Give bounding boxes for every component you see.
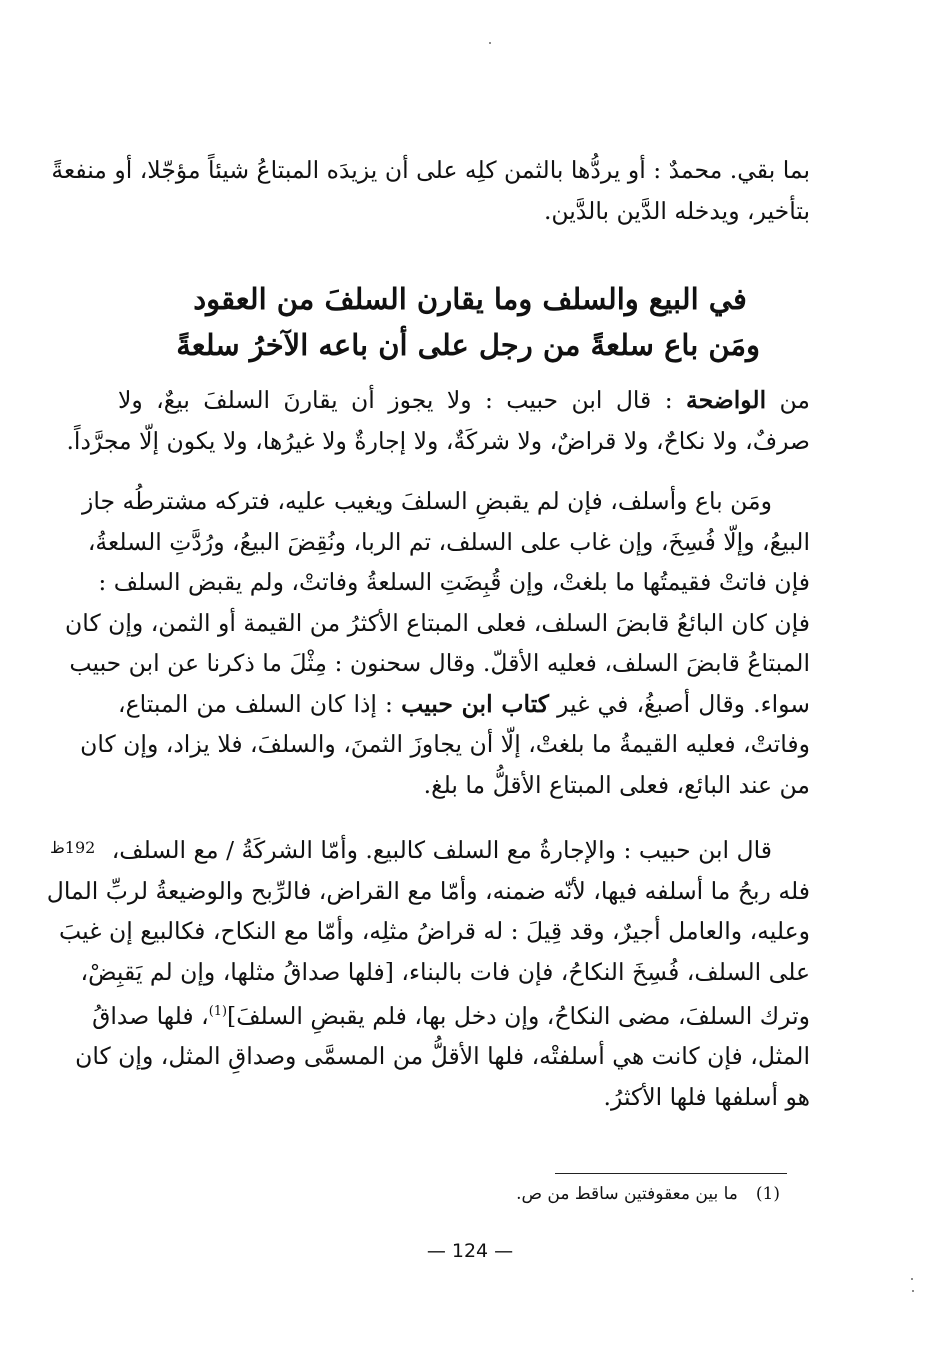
line-rest: : قال ابن حبيب : ولا يجوز أن يقارنَ السلفَ بيعٌ، ولا bbox=[118, 386, 687, 414]
section-heading bbox=[176, 276, 760, 368]
text-line: فإن كان البائعُ قابضَ السلف، فعلى المبتاع الأكثرُ من القيمة أو الثمن، وإن كان bbox=[65, 608, 810, 637]
manuscript-folio-note: 192ظ bbox=[50, 838, 96, 857]
book-title: كتاب ابن حبيب bbox=[401, 689, 549, 718]
text-line: بما بقي. محمدٌ : أو يردُّها بالثمن كلِه على أن يزيدَه المبتاعُ شيئاً مؤجّلا، أو منفعةً bbox=[51, 156, 810, 184]
scan-speck bbox=[912, 1290, 914, 1292]
footnote-number: (1) bbox=[755, 1184, 780, 1204]
paragraph-wadiha bbox=[66, 380, 810, 461]
footnote bbox=[516, 1180, 780, 1208]
text-line bbox=[118, 380, 810, 421]
text-line: فله ربحُ ما أسلفه فيها، لأنّه ضمنه، وأمّا مع القراض، فالرِّبح والوضيعةُ لربِّ المال bbox=[46, 876, 810, 905]
text-line: وفاتتْ، فعليه القيمةُ ما بلغتْ، إلّا أن يجاوزَ الثمنَ، والسلفَ، فلا يزاد، وإن كان bbox=[80, 730, 810, 758]
text-line bbox=[92, 992, 810, 1036]
heading-line-2: ومَن باع سلعةً من رجل على أن باعه الآخرُ سلعةً bbox=[176, 328, 760, 362]
line-part: سواء. وقال أصبغُ، في غير bbox=[549, 689, 810, 718]
text-line: هو أسلفها فلها الأكثرُ. bbox=[603, 1082, 810, 1111]
lead-prefix: من bbox=[766, 386, 810, 414]
text-line: البيعُ، وإلّا فُسِخَ، وإن غاب على السلف، تم الربا، ونُقِضَ البيعُ، ورُدَّتِ السلعةُ، bbox=[87, 527, 810, 556]
text-line: بتأخير، ويدخله الدَّين بالدَّين. bbox=[543, 196, 810, 225]
text-line: فإن فاتتْ فقيمتُها ما بلغتْ، وإن قُبِضَتِ السلعةُ وفاتتْ، ولم يقبض السلف : bbox=[98, 568, 810, 596]
footnote-separator bbox=[555, 1173, 787, 1174]
page-number: — 124 — bbox=[426, 1240, 514, 1262]
source-title: الواضحة bbox=[686, 386, 767, 414]
text-line: ومَن باع وأسلف، فإن لم يقبضِ السلفَ ويغيب عليه، فتركه مشترطُه جاز bbox=[82, 487, 772, 515]
line-part: : إذا كان السلف من المبتاع، bbox=[118, 689, 402, 718]
text-line: وعليه، والعامل أجيرٌ، وقد قِيلَ : له قراضُ مثلِه، وأمّا مع النكاح، فكالبيع إن غيبَ bbox=[59, 917, 810, 945]
continuation-paragraph bbox=[51, 150, 810, 231]
text-line: المثل، فإن كانت هي أسلفتْه، فلها الأقلُّ من المسمَّى وصداقِ المثل، وإن كان bbox=[75, 1042, 810, 1071]
line-part: وترك السلفَ، مضى النكاحُ، وإن دخل بها، فلم يقبضِ السلفَ] bbox=[227, 1001, 810, 1030]
text-line: قال ابن حبيب : والإجارةُ مع السلف كالبيع. وأمّا الشركَةُ / مع السلف، bbox=[111, 836, 772, 864]
scan-speck bbox=[911, 1278, 913, 1280]
footnote-ref: (1) bbox=[208, 1004, 228, 1019]
text-line bbox=[118, 684, 810, 725]
paragraph-sale-and-loan bbox=[65, 481, 810, 805]
text-line: من عند البائع، فعلى المبتاع الأقلُّ ما بلغ. bbox=[423, 770, 810, 799]
line-part: ، فلها صداقُ bbox=[92, 1001, 209, 1030]
text-line: المبتاعُ قابضَ السلف، فعليه الأقلّ. وقال سحنون : مِثْلَ ما ذكرنا عن ابن حبيب bbox=[69, 649, 810, 677]
footnote-text: ما بين معقوفتين ساقط من ص. bbox=[516, 1184, 738, 1204]
text-line: صرفٌ، ولا نكاحٌ، ولا قراضٌ، ولا شركَةٌ، ولا إجارةٌ ولا غيرُها، ولا يكون إلّا مجرَّداً. bbox=[66, 426, 810, 455]
heading-line-1: في البيع والسلف وما يقارن السلفَ من العقود bbox=[193, 282, 747, 316]
scan-speck bbox=[489, 42, 491, 44]
text-line: على السلف، فُسِخَ النكاحُ، فإن فات بالبناء، [فلها صداقُ مثلها، وإن لم يَقبِضْ، bbox=[80, 957, 810, 986]
